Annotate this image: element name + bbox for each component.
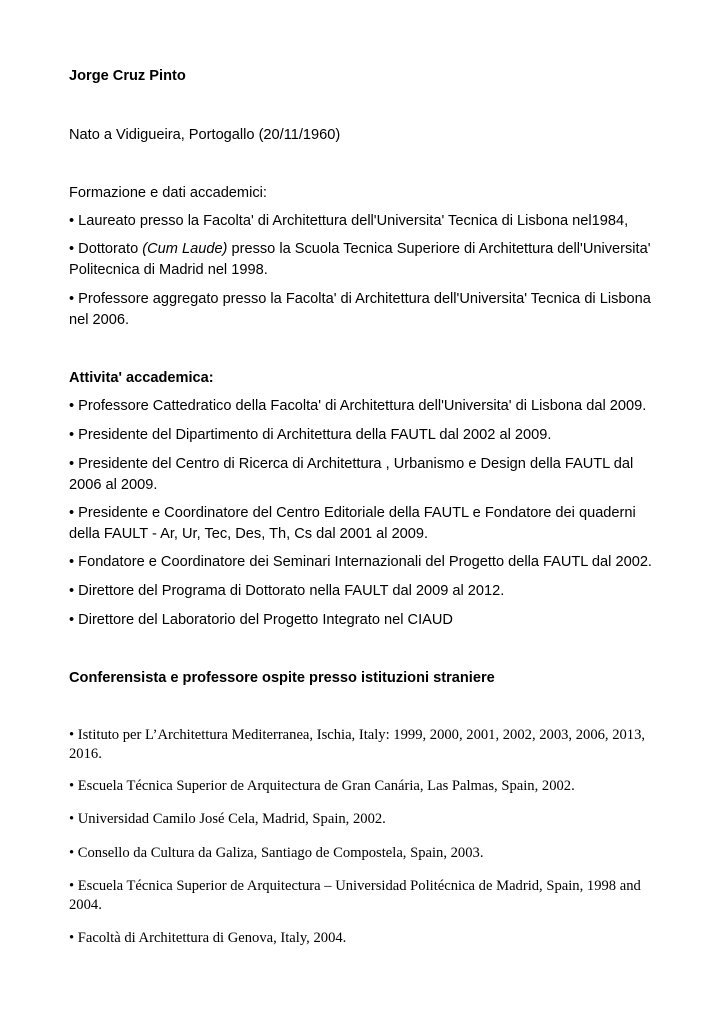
academic-item: • Presidente del Centro di Ricerca di Architettura , Urbanismo e Design della FAUTL dal 2006 al 2009. xyxy=(69,456,634,493)
academic-item: • Direttore del Laboratorio del Progetto Integrato nel CIAUD xyxy=(69,612,453,628)
education-item-doctorate xyxy=(69,239,669,281)
doctorate-honor: (Cum Laude) xyxy=(142,241,228,257)
visiting-item: • Consello da Cultura da Galiza, Santiago de Compostela, Spain, 2003. xyxy=(69,845,484,861)
education-heading: Formazione e dati accademici: xyxy=(69,185,267,201)
academic-heading: Attivita' accademica: xyxy=(69,370,214,386)
academic-item: • Presidente e Coordinatore del Centro Editoriale della FAUTL e Fondatore dei quaderni della FAULT - Ar, Ur, Tec, Des, Th, Cs dal 2001 al 2009. xyxy=(69,505,636,542)
visiting-item: • Universidad Camilo José Cela, Madrid, Spain, 2002. xyxy=(69,811,386,827)
academic-item: • Direttore del Programa di Dottorato nella FAULT dal 2009 al 2012. xyxy=(69,583,505,599)
doctorate-prefix: • Dottorato xyxy=(69,241,143,257)
visiting-item: • Facoltà di Architettura di Genova, Italy, 2004. xyxy=(69,930,347,946)
person-name: Jorge Cruz Pinto xyxy=(69,68,186,84)
visiting-item: • Istituto per L’Architettura Mediterranea, Ischia, Italy: 1999, 2000, 2001, 2002, 2003, 2006, 2013, 2016. xyxy=(69,727,646,762)
visiting-item: • Escuela Técnica Superior de Arquitectura – Universidad Politécnica de Madrid, Spain, 1998 and 2004. xyxy=(69,878,641,913)
academic-item: • Professore Cattedratico della Facolta' di Architettura dell'Universita' di Lisbona dal 2009. xyxy=(69,398,647,414)
academic-item: • Fondatore e Coordinatore dei Seminari Internazionali del Progetto della FAUTL dal 2002. xyxy=(69,554,652,570)
visiting-heading: Conferensista e professore ospite presso istituzioni straniere xyxy=(69,670,495,686)
birth-info: Nato a Vidigueira, Portogallo (20/11/1960) xyxy=(69,127,341,143)
academic-item: • Presidente del Dipartimento di Architettura della FAUTL dal 2002 al 2009. xyxy=(69,427,552,443)
doctorate-suffix: presso la Scuola Tecnica Superiore di Architettura dell'Universita' Politecnica di Madrid nel 1998. xyxy=(69,241,651,278)
education-item: • Laureato presso la Facolta' di Architettura dell'Universita' Tecnica di Lisbona nel1984, xyxy=(69,213,629,229)
visiting-item: • Escuela Técnica Superior de Arquitectura de Gran Canária, Las Palmas, Spain, 2002. xyxy=(69,778,575,794)
education-item: • Professore aggregato presso la Facolta' di Architettura dell'Universita' Tecnica di Lisbona nel 2006. xyxy=(69,291,651,328)
